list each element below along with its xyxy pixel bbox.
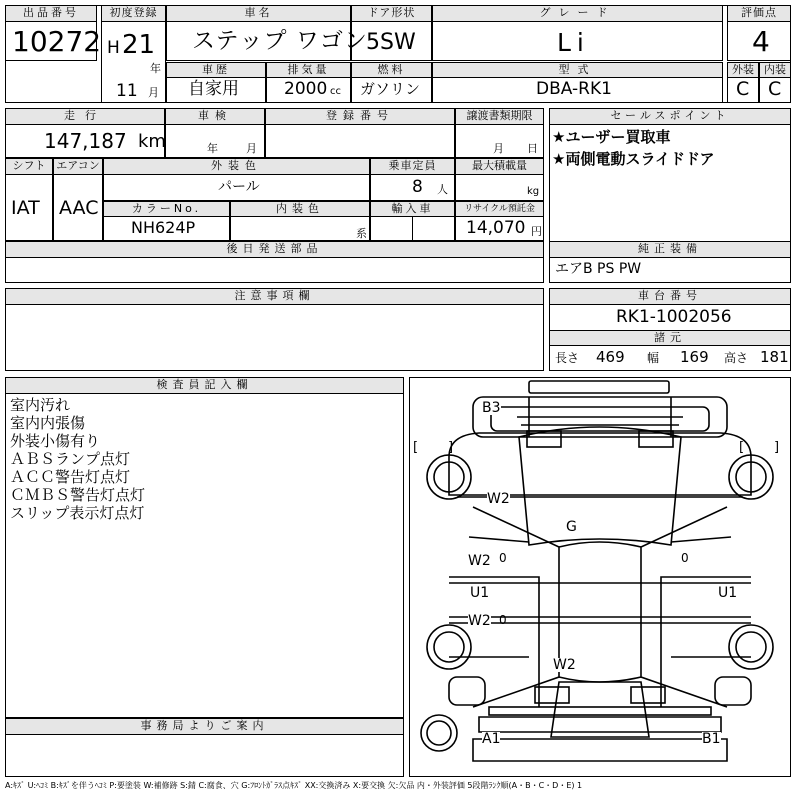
int-color-unit: 系 bbox=[356, 227, 367, 240]
exterior-label: 外装 bbox=[727, 62, 759, 78]
diagram-zero: 0 bbox=[499, 613, 507, 627]
later-parts-label: 後日発送部品 bbox=[5, 241, 544, 258]
transfer-day-unit: 日 bbox=[527, 142, 538, 155]
color-no-label: カラーNo. bbox=[103, 201, 230, 217]
ac-label: エアコン bbox=[53, 158, 103, 175]
exterior-value: C bbox=[736, 78, 750, 100]
recycle-label: リサイクル預託金 bbox=[455, 201, 544, 217]
fuel-value: ガソリン bbox=[360, 80, 421, 98]
model-code-value: DBA-RK1 bbox=[536, 79, 612, 99]
capacity-value: 8 bbox=[412, 177, 423, 197]
first-reg-era: H bbox=[107, 38, 120, 58]
damage-mark: W2 bbox=[468, 613, 491, 629]
inspector-line: 室内汚れ bbox=[10, 396, 71, 414]
damage-mark: B3 bbox=[482, 400, 501, 416]
transfer-month-unit: 月 bbox=[493, 142, 504, 155]
inspection-month-unit: 月 bbox=[246, 142, 257, 155]
reg-no-cell bbox=[265, 124, 455, 158]
interior-value: C bbox=[768, 78, 782, 100]
recycle-unit: 円 bbox=[531, 225, 542, 238]
grade-label: グレード bbox=[432, 5, 723, 22]
car-name-label: 車名 bbox=[166, 5, 351, 22]
recycle-value: 14,070 bbox=[466, 218, 526, 238]
history-value: 自家用 bbox=[188, 79, 239, 99]
inspection-label: 車検 bbox=[165, 108, 265, 125]
displacement-unit: cc bbox=[330, 86, 341, 97]
mileage-value: 147,187 bbox=[44, 129, 127, 153]
first-reg-year: 21 bbox=[122, 30, 156, 60]
sales-points-label: セールスポイント bbox=[549, 108, 791, 125]
score-value: 4 bbox=[752, 25, 770, 58]
mileage-unit: km bbox=[138, 131, 166, 152]
damage-mark: G bbox=[566, 519, 577, 535]
car-name-value: ステップ ワゴン bbox=[192, 28, 368, 54]
lot-number-value: 10272 bbox=[12, 25, 102, 58]
ext-color-value: パール bbox=[218, 179, 260, 195]
office-cell bbox=[5, 734, 404, 777]
import-label: 輸入車 bbox=[370, 201, 455, 217]
damage-mark: U1 bbox=[470, 585, 490, 601]
height-label: 高さ bbox=[724, 351, 749, 365]
interior-label: 内装 bbox=[759, 62, 791, 78]
ac-value: AAC bbox=[59, 197, 99, 219]
first-reg-label: 初度登録 bbox=[101, 5, 166, 22]
shift-value: IAT bbox=[11, 197, 40, 219]
notes-cell bbox=[5, 304, 544, 371]
displacement-value: 2000 bbox=[284, 79, 328, 99]
shift-label: シフト bbox=[5, 158, 53, 175]
width-label: 幅 bbox=[647, 351, 660, 365]
first-reg-month-unit: 月 bbox=[148, 86, 159, 99]
diagram-bracket: [ bbox=[413, 440, 419, 455]
door-label: ドア形状 bbox=[351, 5, 432, 22]
width-value: 169 bbox=[680, 348, 709, 366]
int-color-cell bbox=[230, 216, 370, 241]
capacity-unit: 人 bbox=[437, 183, 448, 196]
inspector-lines bbox=[10, 396, 145, 522]
inspector-line: 室内内張傷 bbox=[10, 414, 86, 432]
inspector-line: 外装小傷有り bbox=[10, 432, 101, 450]
later-parts-cell bbox=[5, 257, 544, 283]
inspection-year-unit: 年 bbox=[207, 142, 218, 155]
damage-mark: W2 bbox=[553, 657, 576, 673]
ext-color-label: 外装色 bbox=[103, 158, 370, 175]
max-load-unit: kg bbox=[527, 186, 540, 197]
genuine-value: エアB PS PW bbox=[555, 261, 642, 277]
inspector-line: ＡＣＣ警告灯点灯 bbox=[10, 468, 131, 486]
damage-mark: W2 bbox=[487, 491, 510, 507]
reg-no-label: 登録番号 bbox=[265, 108, 455, 125]
car-diagram bbox=[409, 377, 791, 777]
genuine-label: 純正装備 bbox=[549, 241, 791, 258]
import-cell-2 bbox=[412, 216, 455, 241]
score-label: 評価点 bbox=[727, 5, 791, 22]
sales-point-item: ★両側電動スライドドア bbox=[552, 150, 715, 168]
history-label: 車歴 bbox=[166, 62, 266, 78]
inspector-line: スリップ表示灯点灯 bbox=[10, 504, 145, 522]
chassis-value: RK1-1002056 bbox=[616, 307, 732, 327]
int-color-label: 内装色 bbox=[230, 201, 370, 217]
diagram-bracket: ] bbox=[448, 440, 454, 455]
max-load-label: 最大積載量 bbox=[455, 158, 544, 175]
dims-cell bbox=[549, 345, 791, 371]
diagram-zero: 0 bbox=[681, 551, 689, 565]
model-code-label: 型式 bbox=[432, 62, 723, 78]
diagram-zero: 0 bbox=[499, 551, 507, 565]
color-no-value: NH624P bbox=[131, 218, 196, 237]
grade-value: Li bbox=[557, 28, 590, 57]
fuel-label: 燃料 bbox=[351, 62, 432, 78]
office-label: 事務局よりご案内 bbox=[5, 718, 404, 735]
diagram-bracket: ] bbox=[774, 440, 780, 455]
inspector-line: ＣＭＢＳ警告灯点灯 bbox=[10, 486, 146, 504]
first-reg-month: 11 bbox=[116, 81, 138, 101]
door-value: 5SW bbox=[366, 30, 416, 55]
first-reg-year-unit: 年 bbox=[150, 62, 161, 75]
damage-mark: W2 bbox=[468, 553, 491, 569]
lot-number-label: 出品番号 bbox=[5, 5, 97, 22]
damage-mark: U1 bbox=[718, 585, 738, 601]
damage-mark: A1 bbox=[482, 731, 501, 747]
length-value: 469 bbox=[596, 348, 625, 366]
dims-label: 諸元 bbox=[549, 330, 791, 346]
height-value: 181 bbox=[760, 348, 789, 366]
damage-mark: B1 bbox=[702, 731, 721, 747]
length-label: 長さ bbox=[555, 351, 580, 365]
displacement-label: 排気量 bbox=[266, 62, 351, 78]
sales-point-item: ★ユーザー買取車 bbox=[552, 128, 671, 146]
notes-label: 注意事項欄 bbox=[5, 288, 544, 305]
chassis-label: 車台番号 bbox=[549, 288, 791, 305]
diagram-bracket: [ bbox=[739, 440, 745, 455]
capacity-label: 乗車定員 bbox=[370, 158, 455, 175]
transfer-label: 譲渡書類期限 bbox=[455, 108, 544, 125]
inspector-line: ＡＢＳランプ点灯 bbox=[10, 450, 131, 468]
import-cell bbox=[370, 216, 413, 241]
mileage-label: 走行 bbox=[5, 108, 165, 125]
legend-text: A:ｷｽﾞ U:ﾍｺﾐ B:ｷｽﾞを伴うﾍｺﾐ P:要塗装 W:補修跡 S:錆 C:腐食、穴 G:ﾌﾛﾝﾄｶﾞﾗｽ点ｷｽﾞ XX:交換済み X:要交換 欠:欠品 内・外装評価 5段階ﾗﾝｸ順(A・B・C・D・E) 1 bbox=[5, 781, 583, 790]
inspector-label: 検査員記入欄 bbox=[5, 377, 404, 394]
